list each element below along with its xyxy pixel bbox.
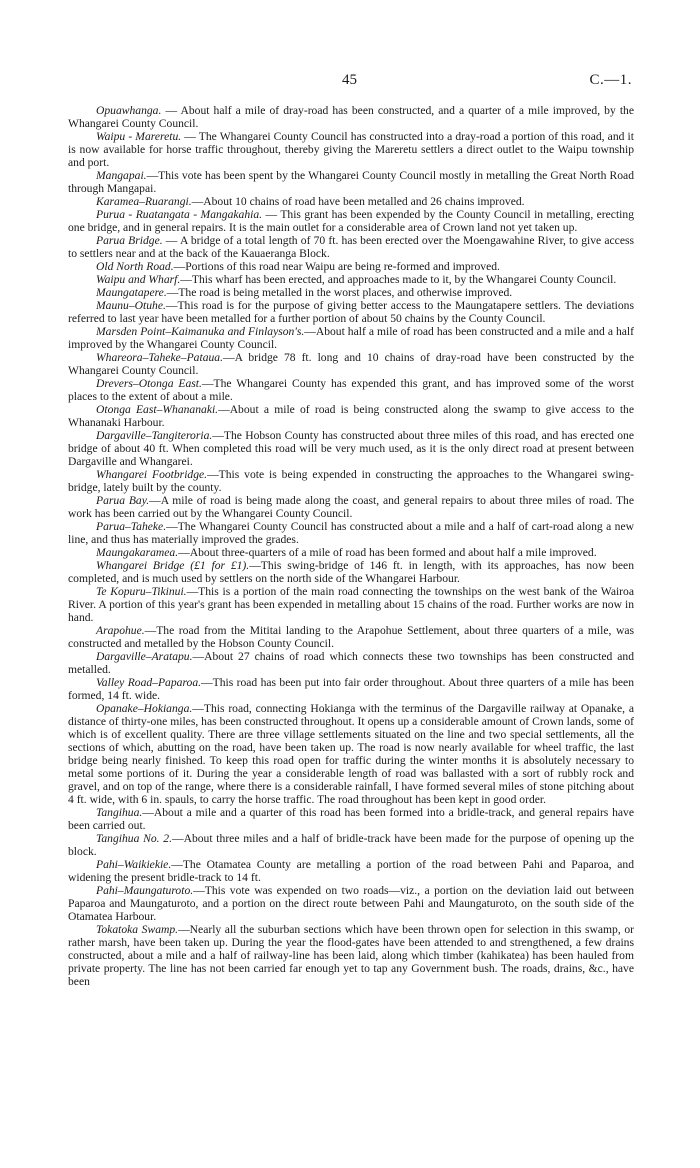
paragraph-text: —The Whangarei County has expended this grant, and has improved some of the worst places to the extent of about a mile. xyxy=(68,377,634,403)
page-number: 45 xyxy=(342,72,357,88)
paragraph-text: —About three miles and a half of bridle-track have been made for the purpose of opening up the block. xyxy=(68,832,634,858)
paragraph-heading: Maunu–Otuhe. xyxy=(96,299,166,312)
paragraph-heading: Karamea–Ruarangi. xyxy=(96,195,192,208)
paragraph-text: —This road is for the purpose of giving better access to the Maungatapere settlers. The deviations referred to last year have been metalled for a further portion of about 50 chains by the County Council. xyxy=(68,299,634,325)
paragraph-heading: Whareora–Taheke–Pataua. xyxy=(96,351,223,364)
paragraph-heading: Pahi–Waikiekie. xyxy=(96,858,172,871)
paragraph-text: —This swing-bridge of 146 ft. in length, with its approaches, has now been completed, and is much used by settlers on the north side of the Whangarei Harbour. xyxy=(68,559,634,585)
paragraph-heading: Whangarei Footbridge. xyxy=(96,468,208,481)
paragraph xyxy=(68,858,634,884)
paragraph xyxy=(68,260,634,273)
paragraph xyxy=(68,702,634,806)
paragraph xyxy=(68,546,634,559)
paragraph-text: —A mile of road is being made along the coast, and general repairs to about three miles of road. The work has been carried out by the Whangarei County Council. xyxy=(68,494,635,520)
paragraph-text: —This is a portion of the main road connecting the townships on the west bank of the Wairoa River. A portion of this year's grant has been expended in metalling about 15 chains of the road. Further works are now in hand. xyxy=(68,585,634,624)
paragraph xyxy=(68,299,634,325)
paragraph-text: —About three-quarters of a mile of road has been formed and about half a mile improved. xyxy=(178,546,597,559)
paragraph-heading: Opuawhanga. xyxy=(96,104,162,117)
paragraph xyxy=(68,325,634,351)
paragraph-text: —The road from the Mititai landing to the Arapohue Settlement, about three quarters of a mile, was constructed and metalled by the Hobson County Council. xyxy=(68,624,634,650)
paragraph-text: —The road is being metalled in the worst places, and otherwise improved. xyxy=(166,286,513,299)
paragraph-heading: Parua–Taheke. xyxy=(96,520,167,533)
paragraph-text: —About a mile and a quarter of this road has been formed into a bridle-track, and general repairs have been carried out. xyxy=(68,806,634,832)
paragraph-text: — This grant has been expended by the County Council in metalling, erecting one bridge, and in general repairs. It is the main outlet for a considerable area of Crown land not yet taken up. xyxy=(68,208,634,234)
paragraph xyxy=(68,351,634,377)
paragraph-text: —This road, connecting Hokianga with the terminus of the Dargaville railway at Opanake, a distance of thirty-one miles, has been constructed throughout. It opens up a considerable amount of Crown lands, some of which is of excellent quality. There are three village settlements situated on the line and two special settlements, all the sections of which, abutting on the road, have been taken up. The road is now nearly available for wheel traffic, the last bridge being nearly finished. To keep this road open for traffic during the winter months it is absolutely necessary to metal some portions of it. During the year a considerable length of road was ballasted with a sort of rubbly rock and gravel, and on top of the range, where there is a considerable rainfall, I have formed several miles of stone pitching about 4 ft. wide, with 6 in. spauls, to carry the horse traffic. The road throughout has been kept in good order. xyxy=(68,702,634,806)
paragraph-text: —The Otamatea County are metalling a portion of the road between Pahi and Paparoa, and widening the present bridle-track to 14 ft. xyxy=(68,858,634,884)
paragraph xyxy=(68,468,634,494)
paragraph xyxy=(68,923,634,988)
paragraph xyxy=(68,650,634,676)
paragraph-heading: Dargaville–Tangiteroria. xyxy=(96,429,213,442)
paragraph-text: —A bridge 78 ft. long and 10 chains of dray-road have been constructed by the Whangarei County Council. xyxy=(68,351,634,377)
paragraph-text: —About 27 chains of road which connects these two townships has been constructed and metalled. xyxy=(68,650,634,676)
paragraph-heading: Te Kopuru–Tikinui. xyxy=(96,585,187,598)
paragraph-heading: Marsden Point–Kaimanuka and Finlayson's. xyxy=(96,325,305,338)
paragraph-heading: Parua Bay. xyxy=(96,494,150,507)
paragraph xyxy=(68,377,634,403)
paragraph xyxy=(68,494,634,520)
paragraph xyxy=(68,520,634,546)
body-text xyxy=(68,104,634,988)
paragraph-heading: Arapohue. xyxy=(96,624,145,637)
paragraph-text: — About half a mile of dray-road has been constructed, and a quarter of a mile improved, by the Whangarei County Council. xyxy=(68,104,634,130)
paragraph xyxy=(68,403,634,429)
paragraph xyxy=(68,286,634,299)
paragraph xyxy=(68,130,634,169)
paragraph-text: —This vote was expended on two roads—viz., a portion on the deviation laid out between Paparoa and Maungaturoto, and a portion on the direct route between Pahi and Maungaturoto, on the south side of the Otamatea Harbour. xyxy=(68,884,634,923)
paragraph xyxy=(68,585,634,624)
paragraph-text: — A bridge of a total length of 70 ft. has been erected over the Moengawahine River, to give access to settlers near and at the back of the Kauaeranga Block. xyxy=(68,234,634,260)
paragraph-heading: Valley Road–Paparoa. xyxy=(96,676,202,689)
paragraph-text: —Portions of this road near Waipu are being re-formed and improved. xyxy=(173,260,500,273)
paragraph-heading: Maungakaramea. xyxy=(96,546,179,559)
paragraph xyxy=(68,832,634,858)
paragraph xyxy=(68,676,634,702)
paragraph-heading: Parua Bridge. xyxy=(96,234,163,247)
paragraph-heading: Tokatoka Swamp. xyxy=(96,923,179,936)
paragraph-text: —About a mile of road is being constructed along the swamp to give access to the Whananaki Harbour. xyxy=(68,403,635,429)
paragraph-heading: Drevers–Otonga East. xyxy=(96,377,202,390)
paragraph-text: — The Whangarei County Council has constructed into a dray-road a portion of this road, and it is now available for horse traffic throughout, thereby giving the Mareretu settlers a direct outlet to the Waipu township and port. xyxy=(68,130,634,169)
paragraph xyxy=(68,104,634,130)
paragraph xyxy=(68,559,634,585)
paragraph-heading: Maungatapere. xyxy=(96,286,167,299)
paragraph-text: —This vote has been spent by the Whangarei County Council mostly in metalling the Great North Road through Mangapai. xyxy=(68,169,634,195)
paragraph-text: —Nearly all the suburban sections which have been thrown open for selection in this swamp, or rather marsh, have been taken up. During the year the flood-gates have been attended to and strengthened, a few drains constructed, about a mile and a half of railway-line has been laid, along which timber (kahikatea) has been hauled from private property. The line has not been carried far enough yet to tap any Government bush. The roads, drains, &c., have been xyxy=(68,923,634,988)
paragraph-heading: Opanake–Hokianga. xyxy=(96,702,193,715)
paragraph-heading: Mangapai. xyxy=(96,169,147,182)
paragraph xyxy=(68,624,634,650)
paragraph xyxy=(68,273,634,286)
paragraph-text: —The Hobson County has constructed about three miles of this road, and has erected one bridge of about 40 ft. When completed this road will be very much used, as it is the only direct road at present between Dargaville and Whangarei. xyxy=(68,429,634,468)
paragraph-text: —About half a mile of road has been constructed and a mile and a half improved by the Whangarei County Council. xyxy=(68,325,634,351)
paragraph xyxy=(68,234,634,260)
paragraph-heading: Pahi–Maungaturoto. xyxy=(96,884,194,897)
paragraph-text: —This wharf has been erected, and approaches made to it, by the Whangarei County Council. xyxy=(180,273,617,286)
paragraph-text: —About 10 chains of road have been metalled and 26 chains improved. xyxy=(191,195,525,208)
paragraph xyxy=(68,806,634,832)
paragraph-heading: Tangihua No. 2. xyxy=(96,832,172,845)
paragraph xyxy=(68,208,634,234)
paragraph-text: —This road has been put into fair order throughout. About three quarters of a mile has been formed, 14 ft. wide. xyxy=(68,676,634,702)
paragraph-text: —The Whangarei County Council has constructed about a mile and a half of cart-road along a new line, and thus has materially improved the grades. xyxy=(68,520,634,546)
paragraph xyxy=(68,195,634,208)
paragraph-heading: Dargaville–Aratapu. xyxy=(96,650,193,663)
paragraph-heading: Whangarei Bridge (£1 for £1). xyxy=(96,559,250,572)
paragraph-heading: Otonga East–Whananaki. xyxy=(96,403,219,416)
paragraph xyxy=(68,429,634,468)
paragraph xyxy=(68,169,634,195)
page-header xyxy=(0,72,700,92)
paragraph xyxy=(68,884,634,923)
paragraph-heading: Purua - Ruatangata - Mangakahia. xyxy=(96,208,263,221)
paragraph-heading: Old North Road. xyxy=(96,260,174,273)
document-code: C.—1. xyxy=(589,72,632,88)
paragraph-heading: Waipu and Wharf. xyxy=(96,273,181,286)
paragraph-heading: Waipu - Mareretu. xyxy=(96,130,182,143)
paragraph-text: —This vote is being expended in constructing the approaches to the Whangarei swing-bridge, lately built by the county. xyxy=(68,468,634,494)
paragraph-heading: Tangihua. xyxy=(96,806,143,819)
